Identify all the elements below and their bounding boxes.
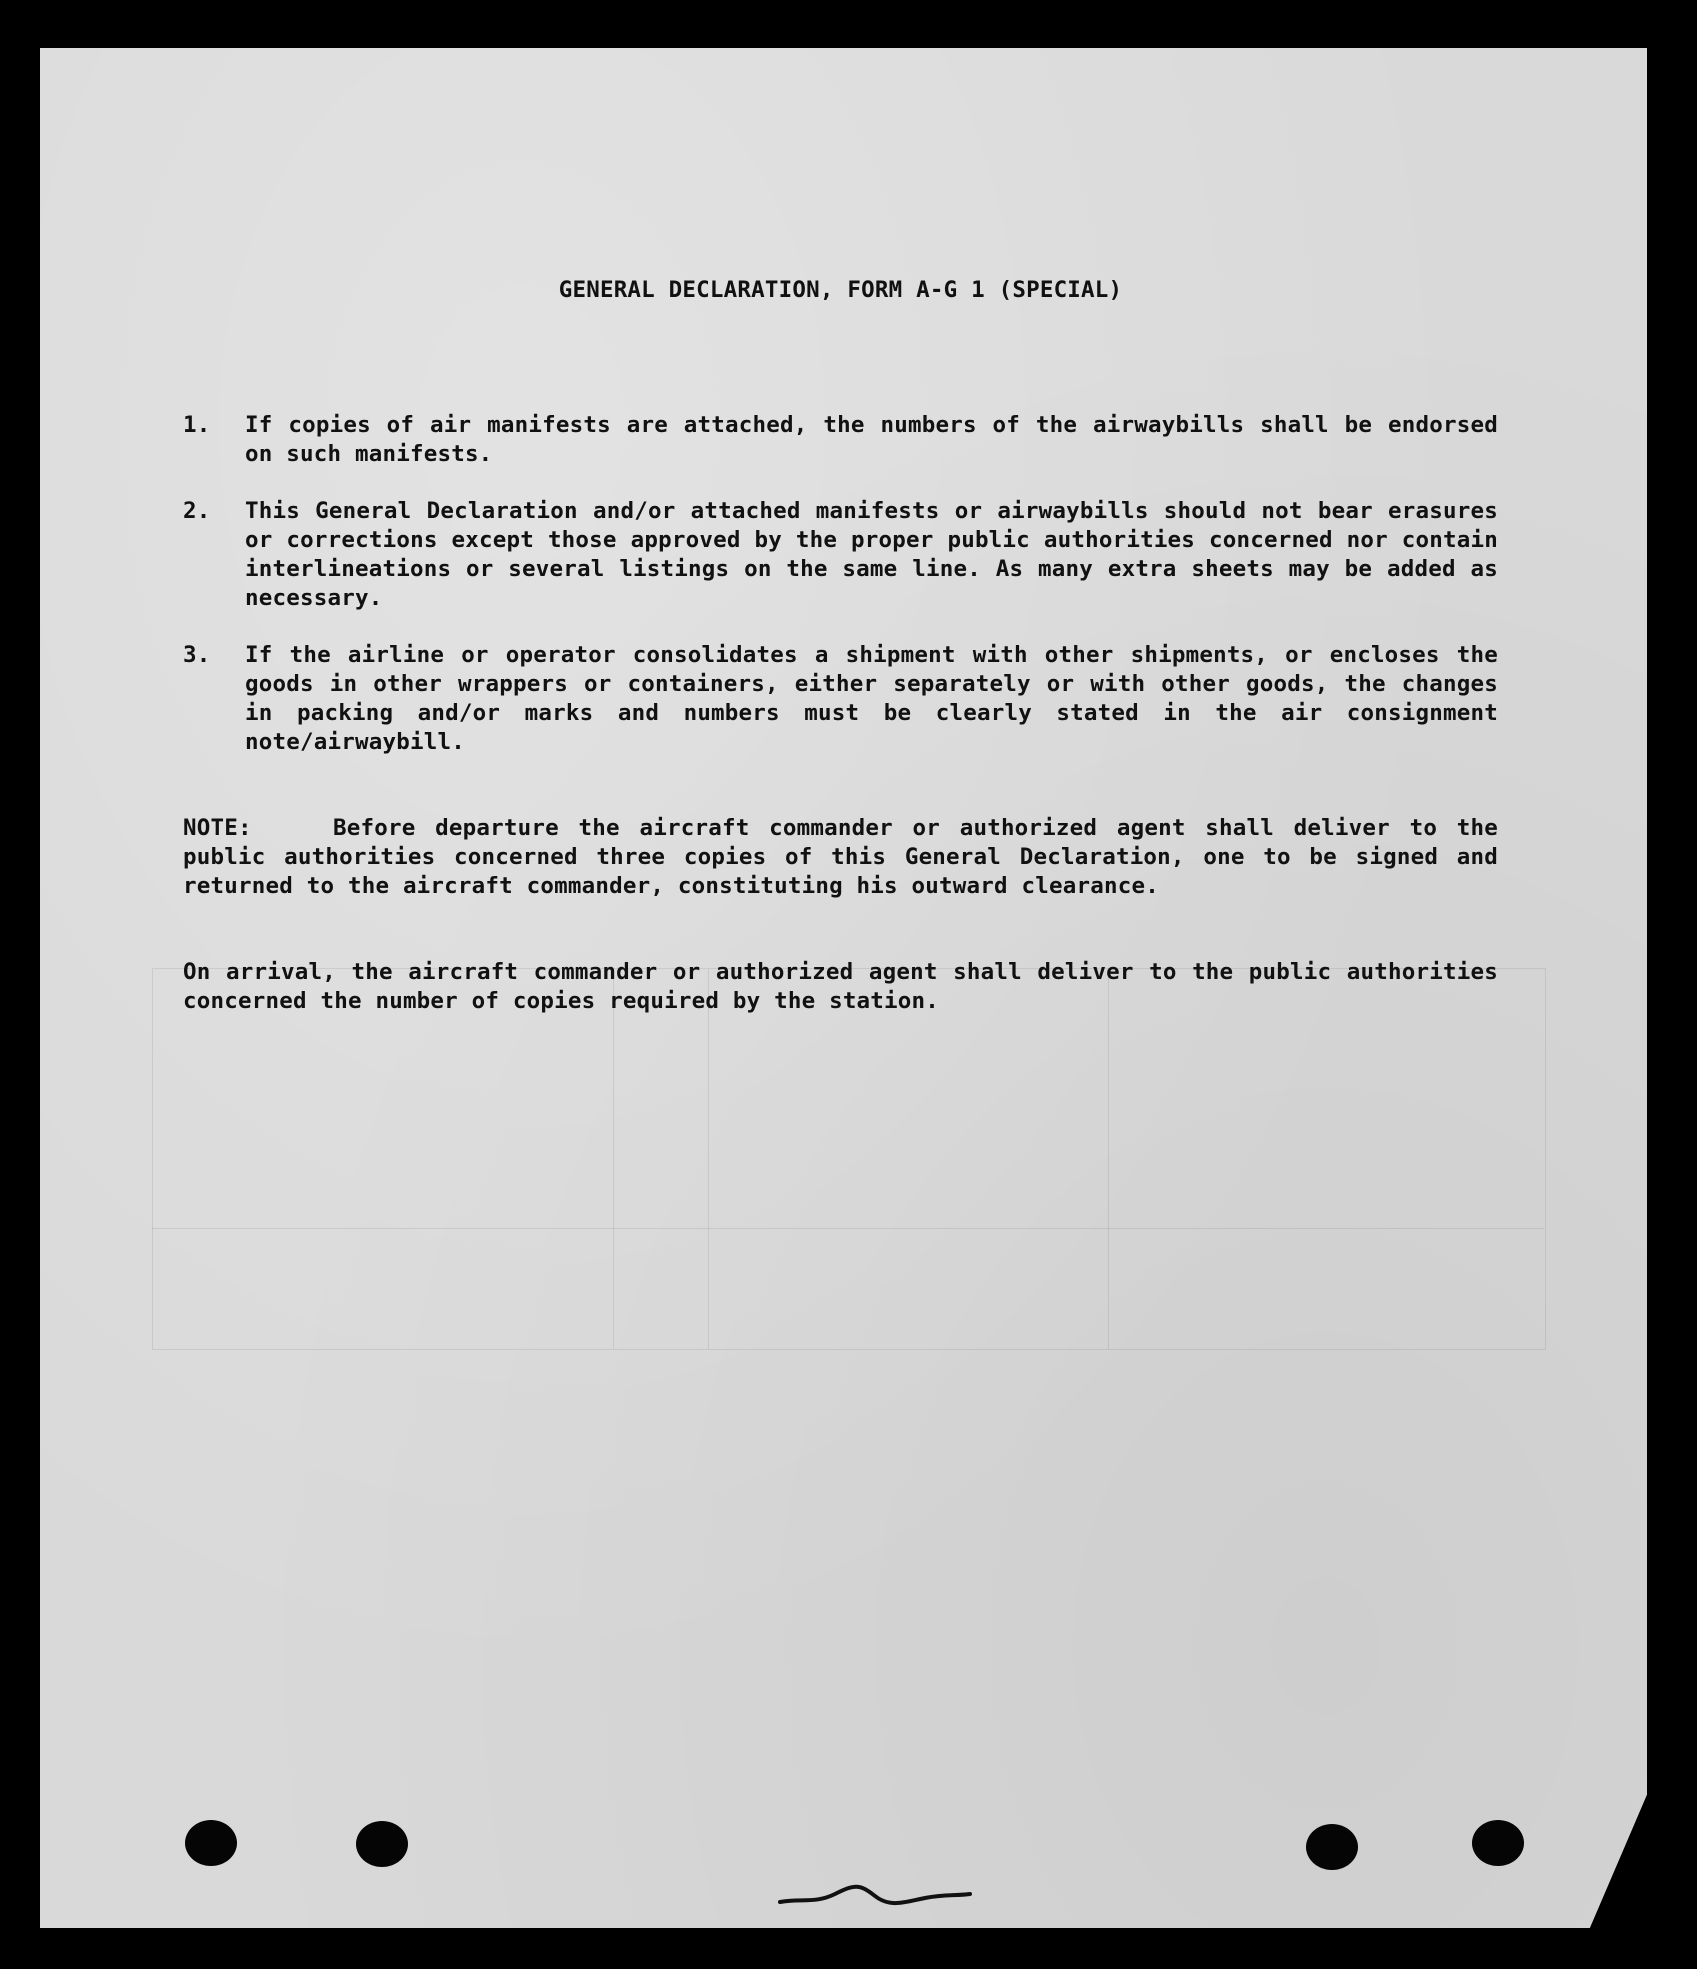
document-page bbox=[40, 48, 1647, 1928]
list-item bbox=[183, 411, 1498, 469]
bleed-grid-line bbox=[1108, 969, 1109, 1349]
note-label: NOTE: bbox=[183, 815, 252, 841]
list-item bbox=[183, 641, 1498, 757]
document-title: GENERAL DECLARATION, FORM A-G 1 (SPECIAL) bbox=[558, 277, 1123, 303]
list-item-text: If copies of air manifests are attached, the numbers of the airwaybills shall be endorsed on such manifests. bbox=[245, 412, 1498, 467]
note-paragraph bbox=[183, 814, 1498, 901]
list-item-text: If the airline or operator consolidates a shipment with other shipments, or encloses the goods in other wrappers or containers, either separately or with other goods, the changes in packing and/or marks and numbers must be clearly stated in the air consignment note/airwaybill. bbox=[245, 642, 1498, 755]
arrival-paragraph: On arrival, the aircraft commander or authorized agent shall deliver to the public authorities concerned the number of copies required by the station. bbox=[183, 959, 1498, 1014]
punch-hole bbox=[356, 1821, 408, 1867]
list-item-number: 1. bbox=[183, 412, 211, 438]
bleed-grid-line bbox=[152, 1228, 1544, 1229]
punch-hole bbox=[1306, 1824, 1358, 1870]
torn-corner bbox=[1589, 1790, 1647, 1928]
list-item bbox=[183, 497, 1498, 613]
pen-mark bbox=[775, 1880, 975, 1910]
list-item-number: 2. bbox=[183, 498, 211, 524]
bleed-grid-line bbox=[613, 969, 614, 1349]
bleed-grid-line bbox=[708, 969, 709, 1349]
list-item-text: This General Declaration and/or attached manifests or airwaybills should not bear erasures or corrections except those approved by the proper public authorities concerned nor contain interlineations or several listings on the same line. As many extra sheets may be added as necessary. bbox=[245, 498, 1498, 611]
punch-hole bbox=[185, 1820, 237, 1866]
punch-hole bbox=[1472, 1820, 1524, 1866]
list-item-number: 3. bbox=[183, 642, 211, 668]
bleed-through-grid bbox=[152, 968, 1546, 1350]
note-text: Before departure the aircraft commander or authorized agent shall deliver to the public authorities concerned three copies of this General Declaration, one to be signed and returned to the aircraft commander, constituting his outward clearance. bbox=[183, 815, 1498, 899]
